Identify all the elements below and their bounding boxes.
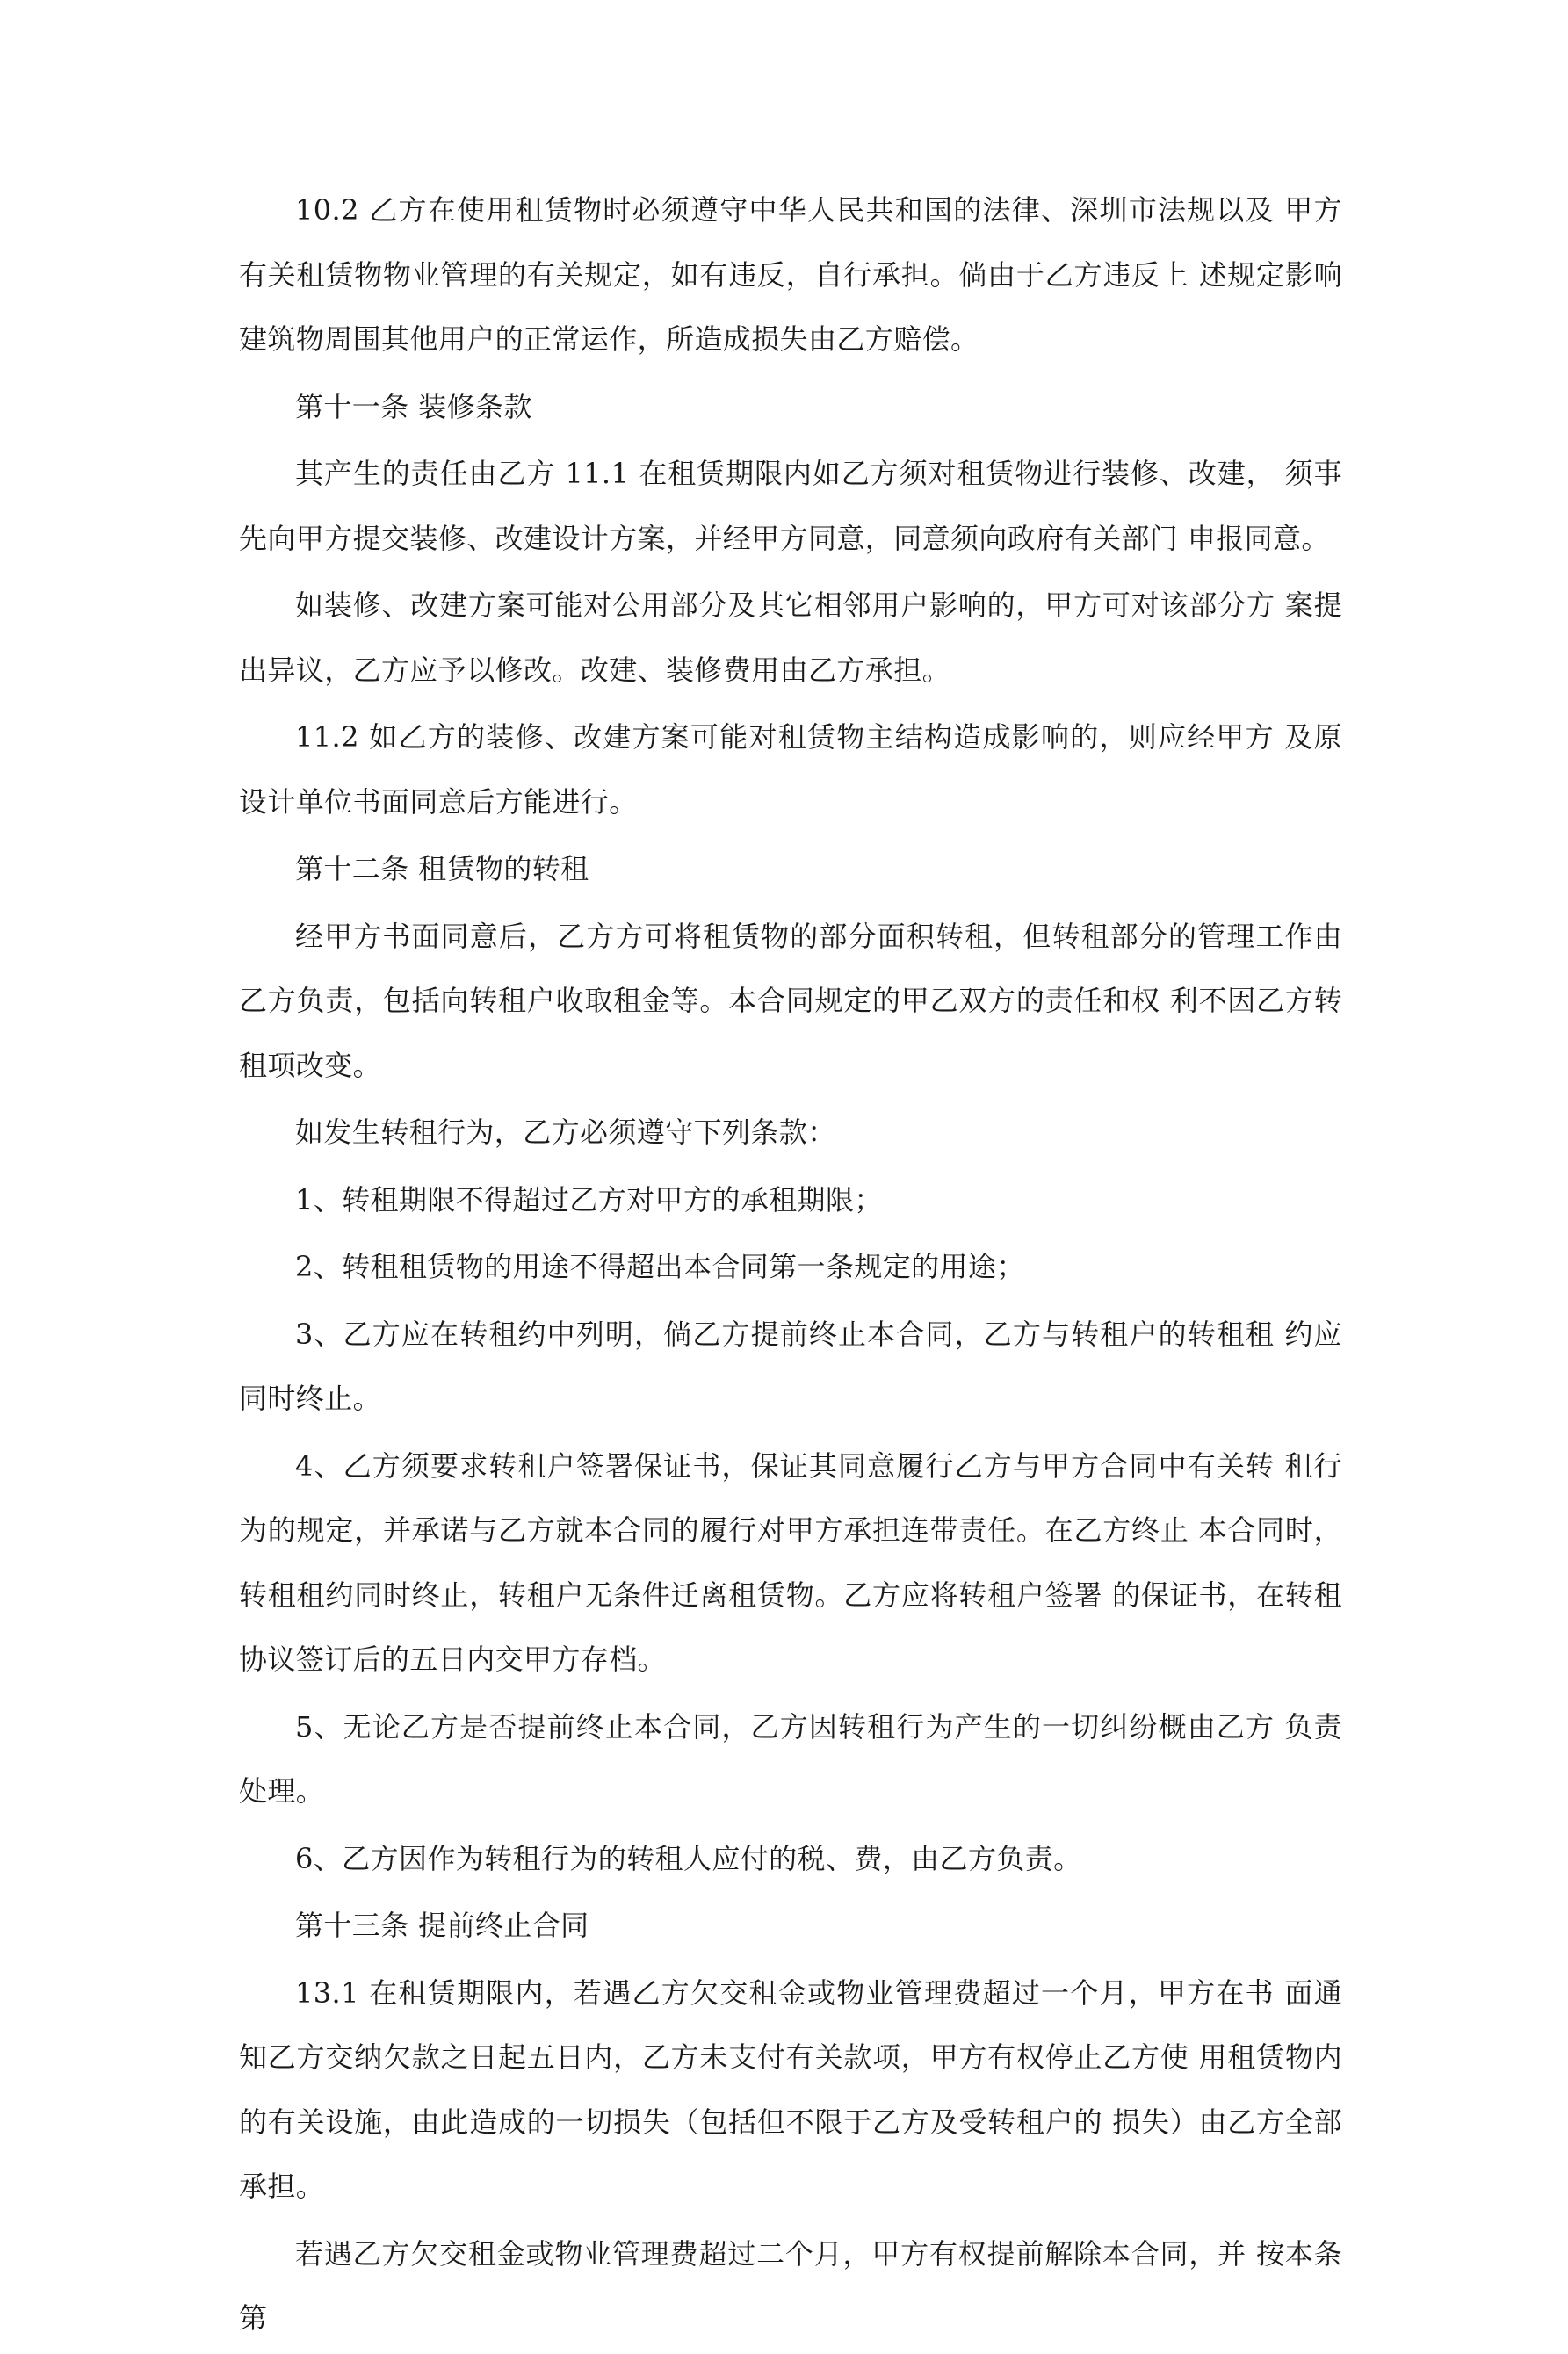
paragraph-12-item-6: 6、乙方因作为转租行为的转租人应付的税、费，由乙方负责。: [295, 1841, 1082, 1875]
paragraph-12-item-2: 2、转租租赁物的用途不得超出本合同第一条规定的用途；: [295, 1250, 1025, 1283]
document-body: [239, 178, 1342, 2354]
paragraph-13-1: 13.1 在租赁期限内，若遇乙方欠交租金或物业管理费超过一个月，甲方在书 面通知乙方交纳欠款之日起五日内，乙方未支付有关款项，甲方有权停止乙方使 用租赁物内的有关设施，由此造成的一切损失（包括但不限于乙方及受转租户的 损失）由乙方全部承担。: [239, 1975, 1342, 2203]
article-13-heading: 第十三条 提前终止合同: [295, 1909, 589, 1942]
paragraph-12-item-5: 5、无论乙方是否提前终止本合同，乙方因转租行为产生的一切纠纷概由乙方 负责处理。: [239, 1709, 1342, 1808]
paragraph-11-1: 其产生的责任由乙方 11.1 在租赁期限内如乙方须对租赁物进行装修、改建， 须事先向甲方提交装修、改建设计方案，并经甲方同意，同意须向政府有关部门 申报同意。: [239, 457, 1342, 555]
article-12-heading: 第十二条 租赁物的转租: [295, 852, 589, 885]
paragraph-12-item-4: 4、乙方须要求转租户签署保证书，保证其同意履行乙方与甲方合同中有关转 租行为的规定，并承诺与乙方就本合同的履行对甲方承担连带责任。在乙方终止 本合同时，转租租约同时终止，转租户无条件迁离租赁物。乙方应将转租户签署 的保证书，在转租协议签订后的五日内交甲方存档。: [239, 1448, 1342, 1676]
article-11-heading: 第十一条 装修条款: [295, 389, 532, 423]
paragraph-11-2: 11.2 如乙方的装修、改建方案可能对租赁物主结构造成影响的，则应经甲方 及原设计单位书面同意后方能进行。: [239, 720, 1342, 819]
paragraph-10-2: 10.2 乙方在使用租赁物时必须遵守中华人民共和国的法律、深圳市法规以及 甲方有关租赁物物业管理的有关规定，如有违反，自行承担。倘由于乙方违反上 述规定影响建筑物周围其他用户的正常运作，所造成损失由乙方赔偿。: [239, 193, 1342, 356]
paragraph-12-item-3: 3、乙方应在转租约中列明，倘乙方提前终止本合同，乙方与转租户的转租租 约应同时终止。: [239, 1317, 1342, 1415]
paragraph-11-objection: 如装修、改建方案可能对公用部分及其它相邻用户影响的，甲方可对该部分方 案提出异议，乙方应予以修改。改建、装修费用由乙方承担。: [239, 588, 1342, 687]
paragraph-12-item-1: 1、转租期限不得超过乙方对甲方的承租期限；: [295, 1182, 883, 1217]
paragraph-12-intro: 经甲方书面同意后，乙方方可将租赁物的部分面积转租，但转租部分的管理工作由乙方负责，包括向转租户收取租金等。本合同规定的甲乙双方的责任和权 利不因乙方转租项改变。: [239, 919, 1342, 1082]
paragraph-12-conditions: 如发生转租行为，乙方必须遵守下列条款：: [295, 1116, 836, 1149]
paragraph-13-termination: 若遇乙方欠交租金或物业管理费超过二个月，甲方有权提前解除本合同，并 按本条第: [239, 2236, 1342, 2335]
